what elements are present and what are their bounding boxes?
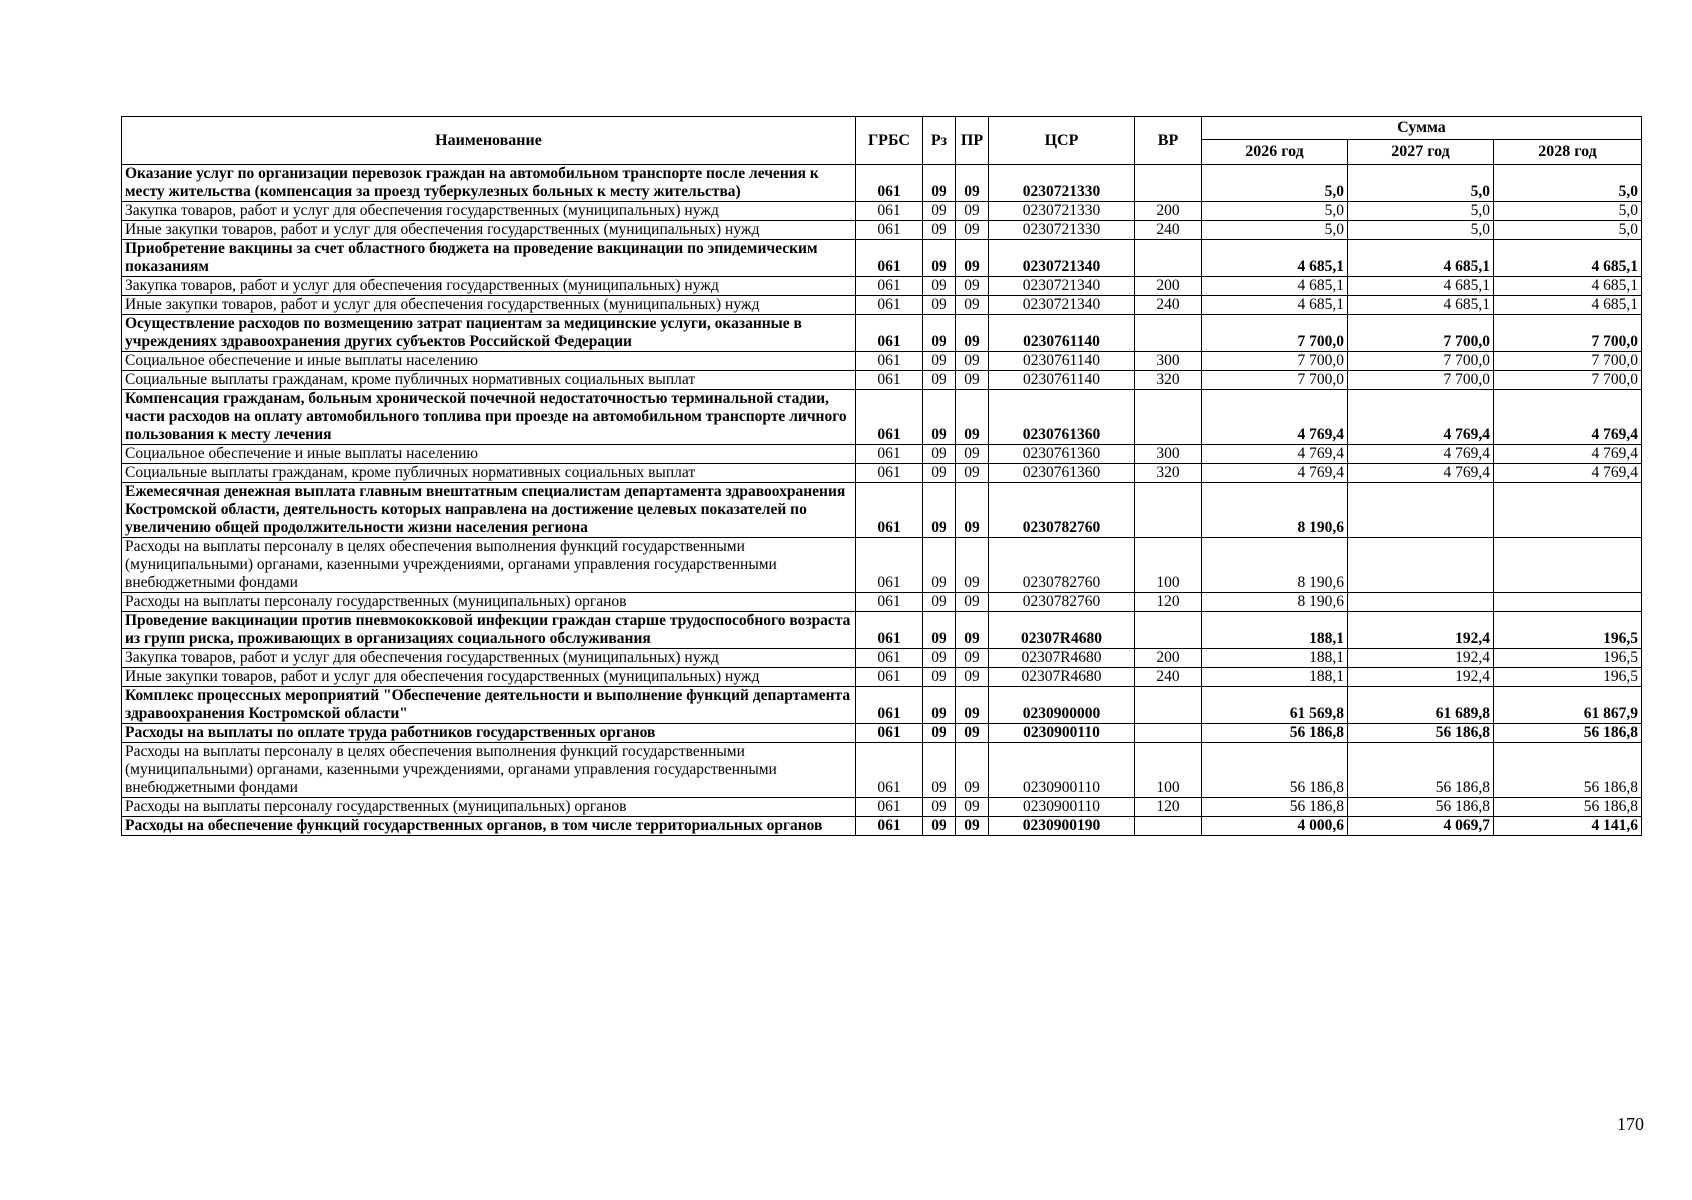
table-row xyxy=(122,817,1642,836)
table-row xyxy=(122,277,1642,296)
cell-csr: 0230761360 xyxy=(989,390,1135,445)
cell-2027: 56 186,8 xyxy=(1348,743,1494,798)
cell-grbs: 061 xyxy=(856,390,923,445)
cell-pr: 09 xyxy=(956,240,989,277)
cell-vr xyxy=(1135,165,1202,202)
cell-rz: 09 xyxy=(923,538,956,593)
cell-grbs: 061 xyxy=(856,371,923,390)
cell-rz: 09 xyxy=(923,798,956,817)
table-row xyxy=(122,649,1642,668)
cell-rz: 09 xyxy=(923,668,956,687)
cell-vr xyxy=(1135,612,1202,649)
col-header-vr: ВР xyxy=(1135,117,1202,165)
cell-2026: 61 569,8 xyxy=(1202,687,1348,724)
cell-csr: 0230761360 xyxy=(989,464,1135,483)
cell-grbs: 061 xyxy=(856,593,923,612)
cell-csr: 0230900110 xyxy=(989,724,1135,743)
cell-2027: 4 769,4 xyxy=(1348,445,1494,464)
cell-2026: 56 186,8 xyxy=(1202,724,1348,743)
cell-2028: 61 867,9 xyxy=(1494,687,1642,724)
col-header-name: Наименование xyxy=(122,117,856,165)
cell-rz: 09 xyxy=(923,649,956,668)
cell-2026: 8 190,6 xyxy=(1202,483,1348,538)
cell-2028: 56 186,8 xyxy=(1494,743,1642,798)
cell-grbs: 061 xyxy=(856,743,923,798)
cell-vr xyxy=(1135,390,1202,445)
cell-pr: 09 xyxy=(956,538,989,593)
cell-2026: 5,0 xyxy=(1202,202,1348,221)
cell-2027: 4 685,1 xyxy=(1348,240,1494,277)
cell-grbs: 061 xyxy=(856,352,923,371)
table-row xyxy=(122,798,1642,817)
cell-2026: 56 186,8 xyxy=(1202,743,1348,798)
cell-name: Ежемесячная денежная выплата главным внештатным специалистам департамента здравоохранения Костромской области, деятельность которых направлена на достижение целевых показателей по увеличению общей продолжительности жизни населения региона xyxy=(122,483,856,538)
cell-rz: 09 xyxy=(923,315,956,352)
cell-2026: 7 700,0 xyxy=(1202,371,1348,390)
cell-vr: 100 xyxy=(1135,538,1202,593)
cell-name: Иные закупки товаров, работ и услуг для обеспечения государственных (муниципальных) нужд xyxy=(122,668,856,687)
cell-name: Приобретение вакцины за счет областного бюджета на проведение вакцинации по эпидемическим показаниям xyxy=(122,240,856,277)
cell-pr: 09 xyxy=(956,296,989,315)
cell-vr: 240 xyxy=(1135,296,1202,315)
cell-2026: 7 700,0 xyxy=(1202,315,1348,352)
cell-name: Закупка товаров, работ и услуг для обеспечения государственных (муниципальных) нужд xyxy=(122,277,856,296)
cell-csr: 0230721330 xyxy=(989,165,1135,202)
col-header-2028: 2028 год xyxy=(1494,140,1642,165)
cell-name: Расходы на выплаты персоналу в целях обеспечения выполнения функций государственными (муниципальными) органами, казенными учреждениями, органами управления государственными внебюджетными фондами xyxy=(122,538,856,593)
cell-pr: 09 xyxy=(956,221,989,240)
cell-2026: 4 685,1 xyxy=(1202,296,1348,315)
cell-2028: 4 769,4 xyxy=(1494,390,1642,445)
cell-2027: 56 186,8 xyxy=(1348,798,1494,817)
cell-pr: 09 xyxy=(956,315,989,352)
cell-csr: 0230721340 xyxy=(989,296,1135,315)
cell-vr xyxy=(1135,687,1202,724)
col-header-2027: 2027 год xyxy=(1348,140,1494,165)
cell-2026: 7 700,0 xyxy=(1202,352,1348,371)
table-row xyxy=(122,202,1642,221)
cell-2026: 4 769,4 xyxy=(1202,464,1348,483)
cell-csr: 0230900000 xyxy=(989,687,1135,724)
cell-2028 xyxy=(1494,483,1642,538)
cell-pr: 09 xyxy=(956,277,989,296)
cell-2027: 5,0 xyxy=(1348,202,1494,221)
col-header-rz: Рз xyxy=(923,117,956,165)
cell-grbs: 061 xyxy=(856,445,923,464)
col-header-pr: ПР xyxy=(956,117,989,165)
cell-2028: 5,0 xyxy=(1494,165,1642,202)
cell-2027 xyxy=(1348,593,1494,612)
cell-name: Проведение вакцинации против пневмококковой инфекции граждан старше трудоспособного возраста из групп риска, проживающих в организациях социального обслуживания xyxy=(122,612,856,649)
table-row xyxy=(122,593,1642,612)
cell-grbs: 061 xyxy=(856,165,923,202)
cell-csr: 02307R4680 xyxy=(989,612,1135,649)
cell-csr: 0230782760 xyxy=(989,483,1135,538)
cell-vr: 300 xyxy=(1135,352,1202,371)
cell-grbs: 061 xyxy=(856,724,923,743)
cell-grbs: 061 xyxy=(856,798,923,817)
cell-name: Социальные выплаты гражданам, кроме публичных нормативных социальных выплат xyxy=(122,464,856,483)
cell-csr: 0230761140 xyxy=(989,352,1135,371)
cell-grbs: 061 xyxy=(856,538,923,593)
cell-name: Иные закупки товаров, работ и услуг для обеспечения государственных (муниципальных) нужд xyxy=(122,296,856,315)
cell-pr: 09 xyxy=(956,390,989,445)
cell-pr: 09 xyxy=(956,445,989,464)
cell-name: Комплекс процессных мероприятий "Обеспечение деятельности и выполнение функций департамента здравоохранения Костромской области" xyxy=(122,687,856,724)
cell-pr: 09 xyxy=(956,612,989,649)
cell-vr: 320 xyxy=(1135,371,1202,390)
cell-name: Расходы на выплаты персоналу в целях обеспечения выполнения функций государственными (муниципальными) органами, казенными учреждениями, органами управления государственными внебюджетными фондами xyxy=(122,743,856,798)
header-row-top xyxy=(122,117,1642,140)
cell-grbs: 061 xyxy=(856,277,923,296)
cell-2027: 192,4 xyxy=(1348,668,1494,687)
cell-2026: 188,1 xyxy=(1202,612,1348,649)
cell-2026: 56 186,8 xyxy=(1202,798,1348,817)
cell-2026: 8 190,6 xyxy=(1202,538,1348,593)
cell-name: Социальные выплаты гражданам, кроме публичных нормативных социальных выплат xyxy=(122,371,856,390)
cell-2028: 4 769,4 xyxy=(1494,464,1642,483)
cell-grbs: 061 xyxy=(856,240,923,277)
cell-2027: 4 769,4 xyxy=(1348,390,1494,445)
cell-rz: 09 xyxy=(923,483,956,538)
table-row xyxy=(122,538,1642,593)
cell-rz: 09 xyxy=(923,202,956,221)
cell-2027: 7 700,0 xyxy=(1348,352,1494,371)
cell-csr: 0230721340 xyxy=(989,277,1135,296)
cell-2026: 4 769,4 xyxy=(1202,390,1348,445)
cell-vr xyxy=(1135,240,1202,277)
cell-name: Компенсация гражданам, больным хронической почечной недостаточностью терминальной стадии, части расходов на оплату автомобильного топлива при проезде на автомобильном транспорте личного пользования к месту лечения xyxy=(122,390,856,445)
cell-name: Закупка товаров, работ и услуг для обеспечения государственных (муниципальных) нужд xyxy=(122,649,856,668)
cell-2028: 7 700,0 xyxy=(1494,315,1642,352)
cell-csr: 0230761360 xyxy=(989,445,1135,464)
table-body xyxy=(122,165,1642,836)
cell-pr: 09 xyxy=(956,798,989,817)
cell-2028: 4 685,1 xyxy=(1494,296,1642,315)
cell-2027: 61 689,8 xyxy=(1348,687,1494,724)
cell-pr: 09 xyxy=(956,649,989,668)
cell-grbs: 061 xyxy=(856,202,923,221)
cell-grbs: 061 xyxy=(856,668,923,687)
cell-2027: 7 700,0 xyxy=(1348,371,1494,390)
cell-name: Социальное обеспечение и иные выплаты населению xyxy=(122,352,856,371)
cell-2026: 4 685,1 xyxy=(1202,277,1348,296)
cell-2028 xyxy=(1494,593,1642,612)
table-row xyxy=(122,445,1642,464)
cell-grbs: 061 xyxy=(856,296,923,315)
cell-name: Осуществление расходов по возмещению затрат пациентам за медицинские услуги, оказанные в учреждениях здравоохранения других субъектов Российской Федерации xyxy=(122,315,856,352)
table-row xyxy=(122,483,1642,538)
cell-vr: 320 xyxy=(1135,464,1202,483)
cell-rz: 09 xyxy=(923,817,956,836)
cell-2026: 4 685,1 xyxy=(1202,240,1348,277)
cell-rz: 09 xyxy=(923,464,956,483)
cell-2028: 4 141,6 xyxy=(1494,817,1642,836)
cell-pr: 09 xyxy=(956,352,989,371)
cell-csr: 0230900190 xyxy=(989,817,1135,836)
cell-pr: 09 xyxy=(956,371,989,390)
cell-pr: 09 xyxy=(956,165,989,202)
cell-2026: 188,1 xyxy=(1202,649,1348,668)
cell-grbs: 061 xyxy=(856,612,923,649)
cell-vr xyxy=(1135,315,1202,352)
cell-2028: 4 685,1 xyxy=(1494,277,1642,296)
cell-vr: 120 xyxy=(1135,798,1202,817)
cell-2028: 196,5 xyxy=(1494,649,1642,668)
cell-2028: 196,5 xyxy=(1494,612,1642,649)
cell-name: Закупка товаров, работ и услуг для обеспечения государственных (муниципальных) нужд xyxy=(122,202,856,221)
cell-2027 xyxy=(1348,538,1494,593)
cell-2028 xyxy=(1494,538,1642,593)
page-number: 170 xyxy=(1617,1114,1644,1134)
cell-2026: 188,1 xyxy=(1202,668,1348,687)
table-row xyxy=(122,687,1642,724)
cell-2026: 5,0 xyxy=(1202,221,1348,240)
table-row xyxy=(122,612,1642,649)
cell-name: Расходы на обеспечение функций государственных органов, в том числе территориальных органов xyxy=(122,817,856,836)
cell-name: Иные закупки товаров, работ и услуг для обеспечения государственных (муниципальных) нужд xyxy=(122,221,856,240)
cell-csr: 0230782760 xyxy=(989,593,1135,612)
cell-vr xyxy=(1135,724,1202,743)
cell-2026: 4 000,6 xyxy=(1202,817,1348,836)
cell-rz: 09 xyxy=(923,687,956,724)
cell-grbs: 061 xyxy=(856,221,923,240)
cell-grbs: 061 xyxy=(856,649,923,668)
cell-vr: 300 xyxy=(1135,445,1202,464)
cell-2026: 8 190,6 xyxy=(1202,593,1348,612)
table-row xyxy=(122,296,1642,315)
cell-name: Расходы на выплаты персоналу государственных (муниципальных) органов xyxy=(122,798,856,817)
cell-2026: 5,0 xyxy=(1202,165,1348,202)
cell-csr: 0230761140 xyxy=(989,371,1135,390)
cell-rz: 09 xyxy=(923,296,956,315)
cell-rz: 09 xyxy=(923,165,956,202)
cell-rz: 09 xyxy=(923,593,956,612)
cell-rz: 09 xyxy=(923,445,956,464)
cell-vr: 120 xyxy=(1135,593,1202,612)
cell-2027: 5,0 xyxy=(1348,165,1494,202)
cell-2028: 56 186,8 xyxy=(1494,724,1642,743)
table-row xyxy=(122,240,1642,277)
cell-rz: 09 xyxy=(923,724,956,743)
cell-rz: 09 xyxy=(923,277,956,296)
cell-name: Расходы на выплаты по оплате труда работников государственных органов xyxy=(122,724,856,743)
cell-name: Расходы на выплаты персоналу государственных (муниципальных) органов xyxy=(122,593,856,612)
table-row xyxy=(122,371,1642,390)
table-row xyxy=(122,315,1642,352)
cell-2028: 5,0 xyxy=(1494,202,1642,221)
cell-2027: 56 186,8 xyxy=(1348,724,1494,743)
cell-rz: 09 xyxy=(923,352,956,371)
cell-csr: 0230900110 xyxy=(989,743,1135,798)
cell-vr: 240 xyxy=(1135,668,1202,687)
cell-2027: 7 700,0 xyxy=(1348,315,1494,352)
table-row xyxy=(122,221,1642,240)
cell-pr: 09 xyxy=(956,743,989,798)
cell-2027: 4 685,1 xyxy=(1348,296,1494,315)
col-header-grbs: ГРБС xyxy=(856,117,923,165)
table-row xyxy=(122,668,1642,687)
cell-2028: 4 769,4 xyxy=(1494,445,1642,464)
cell-pr: 09 xyxy=(956,202,989,221)
cell-grbs: 061 xyxy=(856,817,923,836)
cell-2028: 5,0 xyxy=(1494,221,1642,240)
cell-vr xyxy=(1135,817,1202,836)
cell-2027 xyxy=(1348,483,1494,538)
cell-2028: 56 186,8 xyxy=(1494,798,1642,817)
cell-csr: 0230900110 xyxy=(989,798,1135,817)
cell-csr: 02307R4680 xyxy=(989,649,1135,668)
cell-rz: 09 xyxy=(923,371,956,390)
cell-rz: 09 xyxy=(923,743,956,798)
cell-vr: 240 xyxy=(1135,221,1202,240)
cell-csr: 0230782760 xyxy=(989,538,1135,593)
cell-vr: 200 xyxy=(1135,277,1202,296)
cell-rz: 09 xyxy=(923,240,956,277)
table-row xyxy=(122,464,1642,483)
cell-rz: 09 xyxy=(923,612,956,649)
cell-csr: 02307R4680 xyxy=(989,668,1135,687)
cell-rz: 09 xyxy=(923,221,956,240)
cell-2028: 196,5 xyxy=(1494,668,1642,687)
cell-name: Социальное обеспечение и иные выплаты населению xyxy=(122,445,856,464)
cell-vr: 200 xyxy=(1135,202,1202,221)
cell-pr: 09 xyxy=(956,687,989,724)
table-row xyxy=(122,724,1642,743)
cell-2028: 7 700,0 xyxy=(1494,352,1642,371)
cell-2027: 4 769,4 xyxy=(1348,464,1494,483)
cell-csr: 0230721330 xyxy=(989,202,1135,221)
cell-grbs: 061 xyxy=(856,483,923,538)
table-row xyxy=(122,743,1642,798)
cell-pr: 09 xyxy=(956,668,989,687)
cell-grbs: 061 xyxy=(856,687,923,724)
cell-grbs: 061 xyxy=(856,315,923,352)
table-row xyxy=(122,352,1642,371)
cell-2028: 4 685,1 xyxy=(1494,240,1642,277)
table-row xyxy=(122,165,1642,202)
table-row xyxy=(122,390,1642,445)
cell-csr: 0230721340 xyxy=(989,240,1135,277)
budget-table xyxy=(121,116,1642,836)
cell-rz: 09 xyxy=(923,390,956,445)
col-header-2026: 2026 год xyxy=(1202,140,1348,165)
cell-pr: 09 xyxy=(956,724,989,743)
cell-vr xyxy=(1135,483,1202,538)
cell-2027: 192,4 xyxy=(1348,649,1494,668)
cell-vr: 200 xyxy=(1135,649,1202,668)
cell-2028: 7 700,0 xyxy=(1494,371,1642,390)
cell-pr: 09 xyxy=(956,464,989,483)
col-header-sum: Сумма xyxy=(1202,117,1642,140)
cell-2027: 4 685,1 xyxy=(1348,277,1494,296)
cell-2027: 5,0 xyxy=(1348,221,1494,240)
cell-pr: 09 xyxy=(956,593,989,612)
cell-csr: 0230721330 xyxy=(989,221,1135,240)
cell-2026: 4 769,4 xyxy=(1202,445,1348,464)
cell-name: Оказание услуг по организации перевозок граждан на автомобильном транспорте после лечения к месту жительства (компенсация за проезд туберкулезных больных к месту жительства) xyxy=(122,165,856,202)
col-header-csr: ЦСР xyxy=(989,117,1135,165)
cell-vr: 100 xyxy=(1135,743,1202,798)
cell-pr: 09 xyxy=(956,483,989,538)
cell-grbs: 061 xyxy=(856,464,923,483)
cell-pr: 09 xyxy=(956,817,989,836)
cell-2027: 4 069,7 xyxy=(1348,817,1494,836)
cell-csr: 0230761140 xyxy=(989,315,1135,352)
cell-2027: 192,4 xyxy=(1348,612,1494,649)
